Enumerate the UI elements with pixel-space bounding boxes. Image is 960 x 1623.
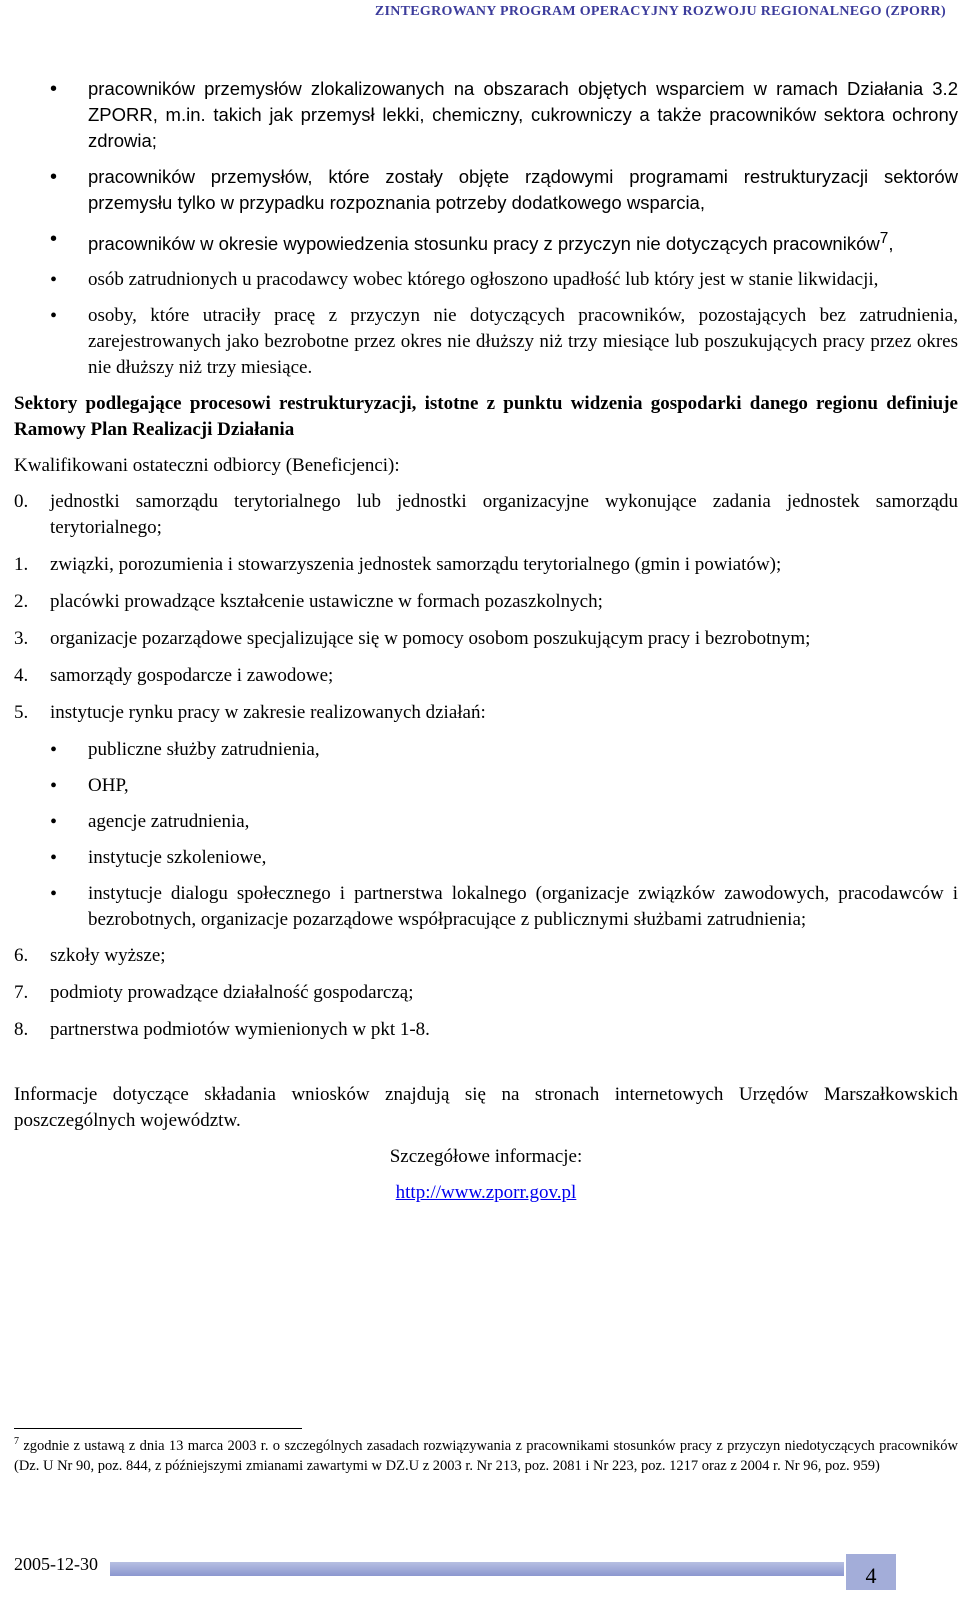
numbered-item (14, 943, 958, 969)
sub-bullet-item: • instytucje szkoleniowe, (14, 845, 958, 871)
item-number: 1. (14, 554, 29, 576)
footer-date: 2005-12-30 (14, 1554, 98, 1574)
numbered-item (14, 700, 958, 726)
item-text: samorządy gospodarcze i zawodowe; (50, 665, 334, 687)
numbered-item (14, 980, 958, 1006)
footer-bar (110, 1562, 844, 1576)
item-text: partnerstwa podmiotów wymienionych w pkt 1-8. (50, 1019, 430, 1041)
footnote-text: zgodnie z ustawą z dnia 13 marca 2003 r. o szczególnych zasadach rozwiązywania z pracownikami stosunków pracy z przyczyn niedotyczących pracowników (Dz. U Nr 90, poz. 844, z późniejszymi zmianami zawartymi w DZ.U z 2003 r. Nr 213, poz. 2081 i Nr 223, poz. 1217 oraz z 2004 r. Nr 96, poz. 959) (14, 1437, 959, 1474)
bullet-text-end: , (888, 233, 894, 255)
website-link[interactable]: http://www.zporr.gov.pl (395, 1182, 577, 1204)
item-text: podmioty prowadzące działalność gospodarczą; (50, 982, 414, 1004)
sub-bullet-item: • instytucje dialogu społecznego i partnerstwa lokalnego (organizacje związków zawodowych, pracodawców i bezrobotnych, organizacje pozarządowe współpracujące z publicznymi służbami zatrudnienia; (14, 881, 958, 933)
sub-bullet-item: • publiczne służby zatrudnienia, (14, 737, 958, 763)
document-header: ZINTEGROWANY PROGRAM OPERACYJNY ROZWOJU REGIONALNEGO (ZPORR) (374, 4, 946, 19)
footnote-mark: 7 (14, 1436, 19, 1447)
sectors-paragraph: Sektory podlegające procesowi restrukturyzacji, istotne z punktu widzenia gospodarki danego regionu definiuje Ramowy Plan Realizacji Działania (14, 393, 958, 441)
beneficiaries-heading: Kwalifikowani ostateczni odbiorcy (Beneficjenci): (14, 455, 400, 477)
sub-bullet-item: • OHP, (14, 773, 958, 799)
footnote-reference[interactable]: 7 (879, 230, 889, 247)
item-number: 6. (14, 945, 29, 967)
item-text: związki, porozumienia i stowarzyszenia jednostek samorządu terytorialnego (gmin i powiatów); (50, 554, 782, 576)
item-number: 2. (14, 591, 29, 613)
item-number: 7. (14, 982, 29, 1004)
item-text: jednostki samorządu terytorialnego lub jednostki organizacyjne wykonujące zadania jednostek samorządu terytorialnego; (50, 491, 958, 539)
bullet-text: pracowników w okresie wypowiedzenia stosunku pracy z przyczyn nie dotyczących pracowników (88, 233, 880, 255)
footnote-separator (14, 1428, 302, 1429)
page-number: 4 (846, 1554, 896, 1590)
item-number: 4. (14, 665, 29, 687)
item-text: szkoły wyższe; (50, 945, 166, 967)
numbered-item (14, 663, 958, 689)
bullet-item (14, 226, 958, 257)
item-number: 5. (14, 702, 29, 724)
item-number: 0. (14, 491, 29, 513)
bullet-item: • pracowników przemysłów zlokalizowanych na obszarach objętych wsparciem w ramach Działania 3.2 ZPORR, m.in. takich jak przemysł lekki, chemiczny, cukrowniczy a także pracowników sektora ochrony zdrowia; (14, 76, 958, 154)
item-text: placówki prowadzące kształcenie ustawiczne w formach pozaszkolnych; (50, 591, 603, 613)
item-text: organizacje pozarządowe specjalizujące się w pomocy osobom poszukującym pracy i bezrobotnym; (50, 628, 811, 650)
item-number: 8. (14, 1019, 29, 1041)
bullet-item: • pracowników przemysłów, które zostały objęte rządowymi programami restrukturyzacji sektorów przemysłu tylko w przypadku rozpoznania potrzeby dodatkowego wsparcia, (14, 164, 958, 216)
bullet-item: • osoby, które utraciły pracę z przyczyn nie dotyczących pracowników, pozostających bez zatrudnienia, zarejestrowanych jako bezrobotne przez okres nie dłuższy niż trzy miesiące lub poszukujących pracy przez okres nie dłuższy niż trzy miesiące. (14, 303, 958, 381)
document-body (14, 76, 958, 1216)
item-text: instytucje rynku pracy w zakresie realizowanych działań: (50, 702, 486, 724)
item-number: 3. (14, 628, 29, 650)
details-label: Szczegółowe informacje: (389, 1146, 583, 1168)
numbered-item (14, 489, 958, 541)
numbered-item (14, 589, 958, 615)
numbered-item (14, 1017, 958, 1043)
footnote (14, 1432, 958, 1476)
bullet-item: • osób zatrudnionych u pracodawcy wobec którego ogłoszono upadłość lub który jest w stanie likwidacji, (14, 267, 958, 293)
info-paragraph: Informacje dotyczące składania wniosków znajdują się na stronach internetowych Urzędów Marszałkowskich poszczególnych województw. (14, 1084, 958, 1132)
numbered-item (14, 626, 958, 652)
sub-bullet-item: • agencje zatrudnienia, (14, 809, 958, 835)
numbered-item (14, 552, 958, 578)
